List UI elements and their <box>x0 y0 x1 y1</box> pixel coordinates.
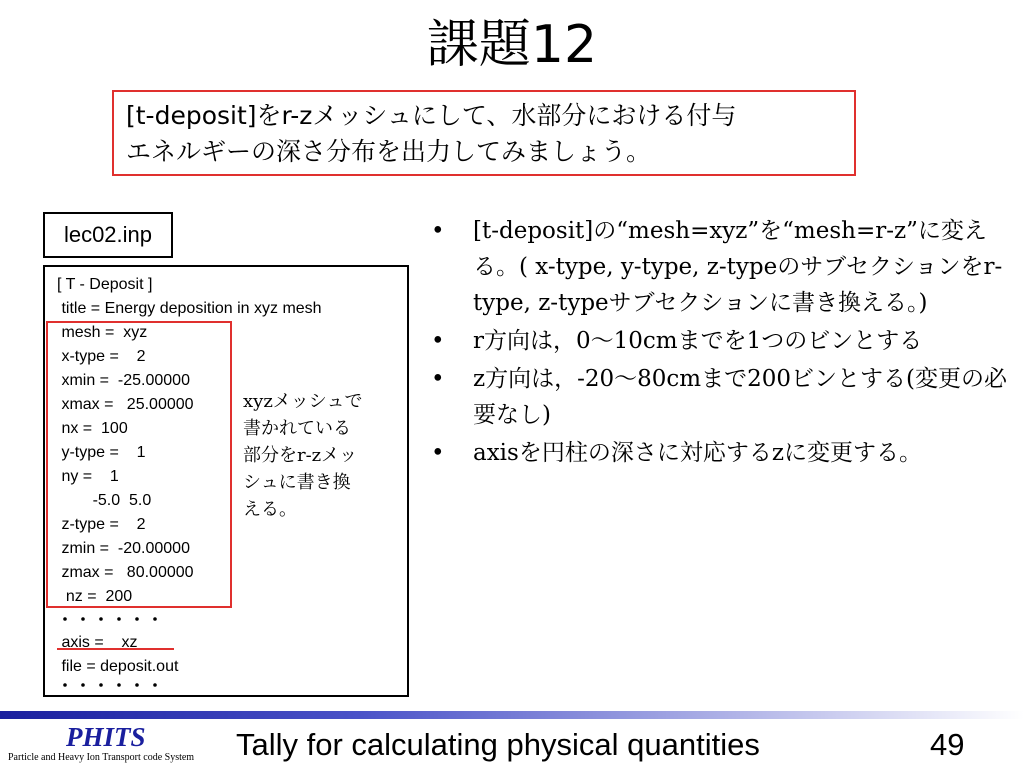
code-line: title = Energy deposition in xyz mesh <box>57 300 322 317</box>
annotation-line: シュに書き換 <box>243 472 351 493</box>
annotation-line: える。 <box>243 499 297 520</box>
task-line-2: エネルギーの深さ分布を出力してみましょう。 <box>126 137 652 166</box>
bullet-text: [t-deposit]の“mesh=xyz”を“mesh=r-z”に変える。( x-type, y-type, z-typeのサブセクションをr-type, z-typeサブセクションに書き換える。) <box>473 218 1003 316</box>
slide-title: 課題12 <box>426 15 598 75</box>
code-line-axis: axis = xz <box>57 634 138 651</box>
code-line: zmin = -20.00000 <box>57 540 190 557</box>
code-line: z-type = 2 <box>57 516 146 533</box>
mesh-highlight-box <box>46 321 232 608</box>
logo-subtitle: Particle and Heavy Ion Transport code System <box>8 752 195 763</box>
bullet-item <box>425 435 1015 471</box>
code-line: zmax = 80.00000 <box>57 564 194 581</box>
bullet-text: r方向は，0～10cmまでを1つのビンとする <box>473 328 923 354</box>
task-box <box>112 90 856 176</box>
code-line: nz = 200 <box>57 588 133 605</box>
code-line: xmax = 25.00000 <box>57 396 194 413</box>
bullet-item <box>425 323 1015 359</box>
code-line: ny = 1 <box>57 468 119 485</box>
bullet-dot: • <box>431 218 445 244</box>
code-line: [ T - Deposit ] <box>57 276 153 293</box>
file-label: lec02.inp <box>43 212 173 258</box>
annotation-line: 書かれている <box>243 418 351 439</box>
code-line: x-type = 2 <box>57 348 146 365</box>
bullet-text: axisを円柱の深さに対応するzに変更する。 <box>473 440 922 466</box>
bullet-list <box>425 213 1015 473</box>
ellipsis-dots: ・・・・・・ <box>57 678 166 695</box>
axis-underline <box>57 648 174 650</box>
bullet-item <box>425 213 1015 321</box>
bullet-dot: • <box>431 440 445 466</box>
code-line: y-type = 1 <box>57 444 146 461</box>
bullet-dot: • <box>431 366 445 392</box>
annotation-line: xyzメッシュで <box>243 391 363 412</box>
ellipsis-dots: ・・・・・・ <box>57 612 166 629</box>
page-number: 49 <box>930 727 965 762</box>
code-line: nx = 100 <box>57 420 128 437</box>
bullet-dot: • <box>431 328 445 354</box>
bullet-item <box>425 361 1015 433</box>
phits-logo: PHITS <box>66 722 146 752</box>
footer-caption: Tally for calculating physical quantities <box>236 727 760 762</box>
code-line: mesh = xyz <box>57 324 148 341</box>
annotation-note <box>243 388 403 523</box>
code-line: -5.0 5.0 <box>57 492 152 509</box>
code-line-file: file = deposit.out <box>57 658 179 675</box>
code-line: xmin = -25.00000 <box>57 372 190 389</box>
task-line-1: [t-deposit]をr-zメッシュにして、水部分における付与 <box>126 101 737 130</box>
footer-gradient-bar <box>0 711 1024 719</box>
annotation-line: 部分をr-zメッ <box>243 445 358 466</box>
bullet-text: z方向は，-20～80cmまで200ビンとする(変更の必要なし) <box>473 366 1007 428</box>
